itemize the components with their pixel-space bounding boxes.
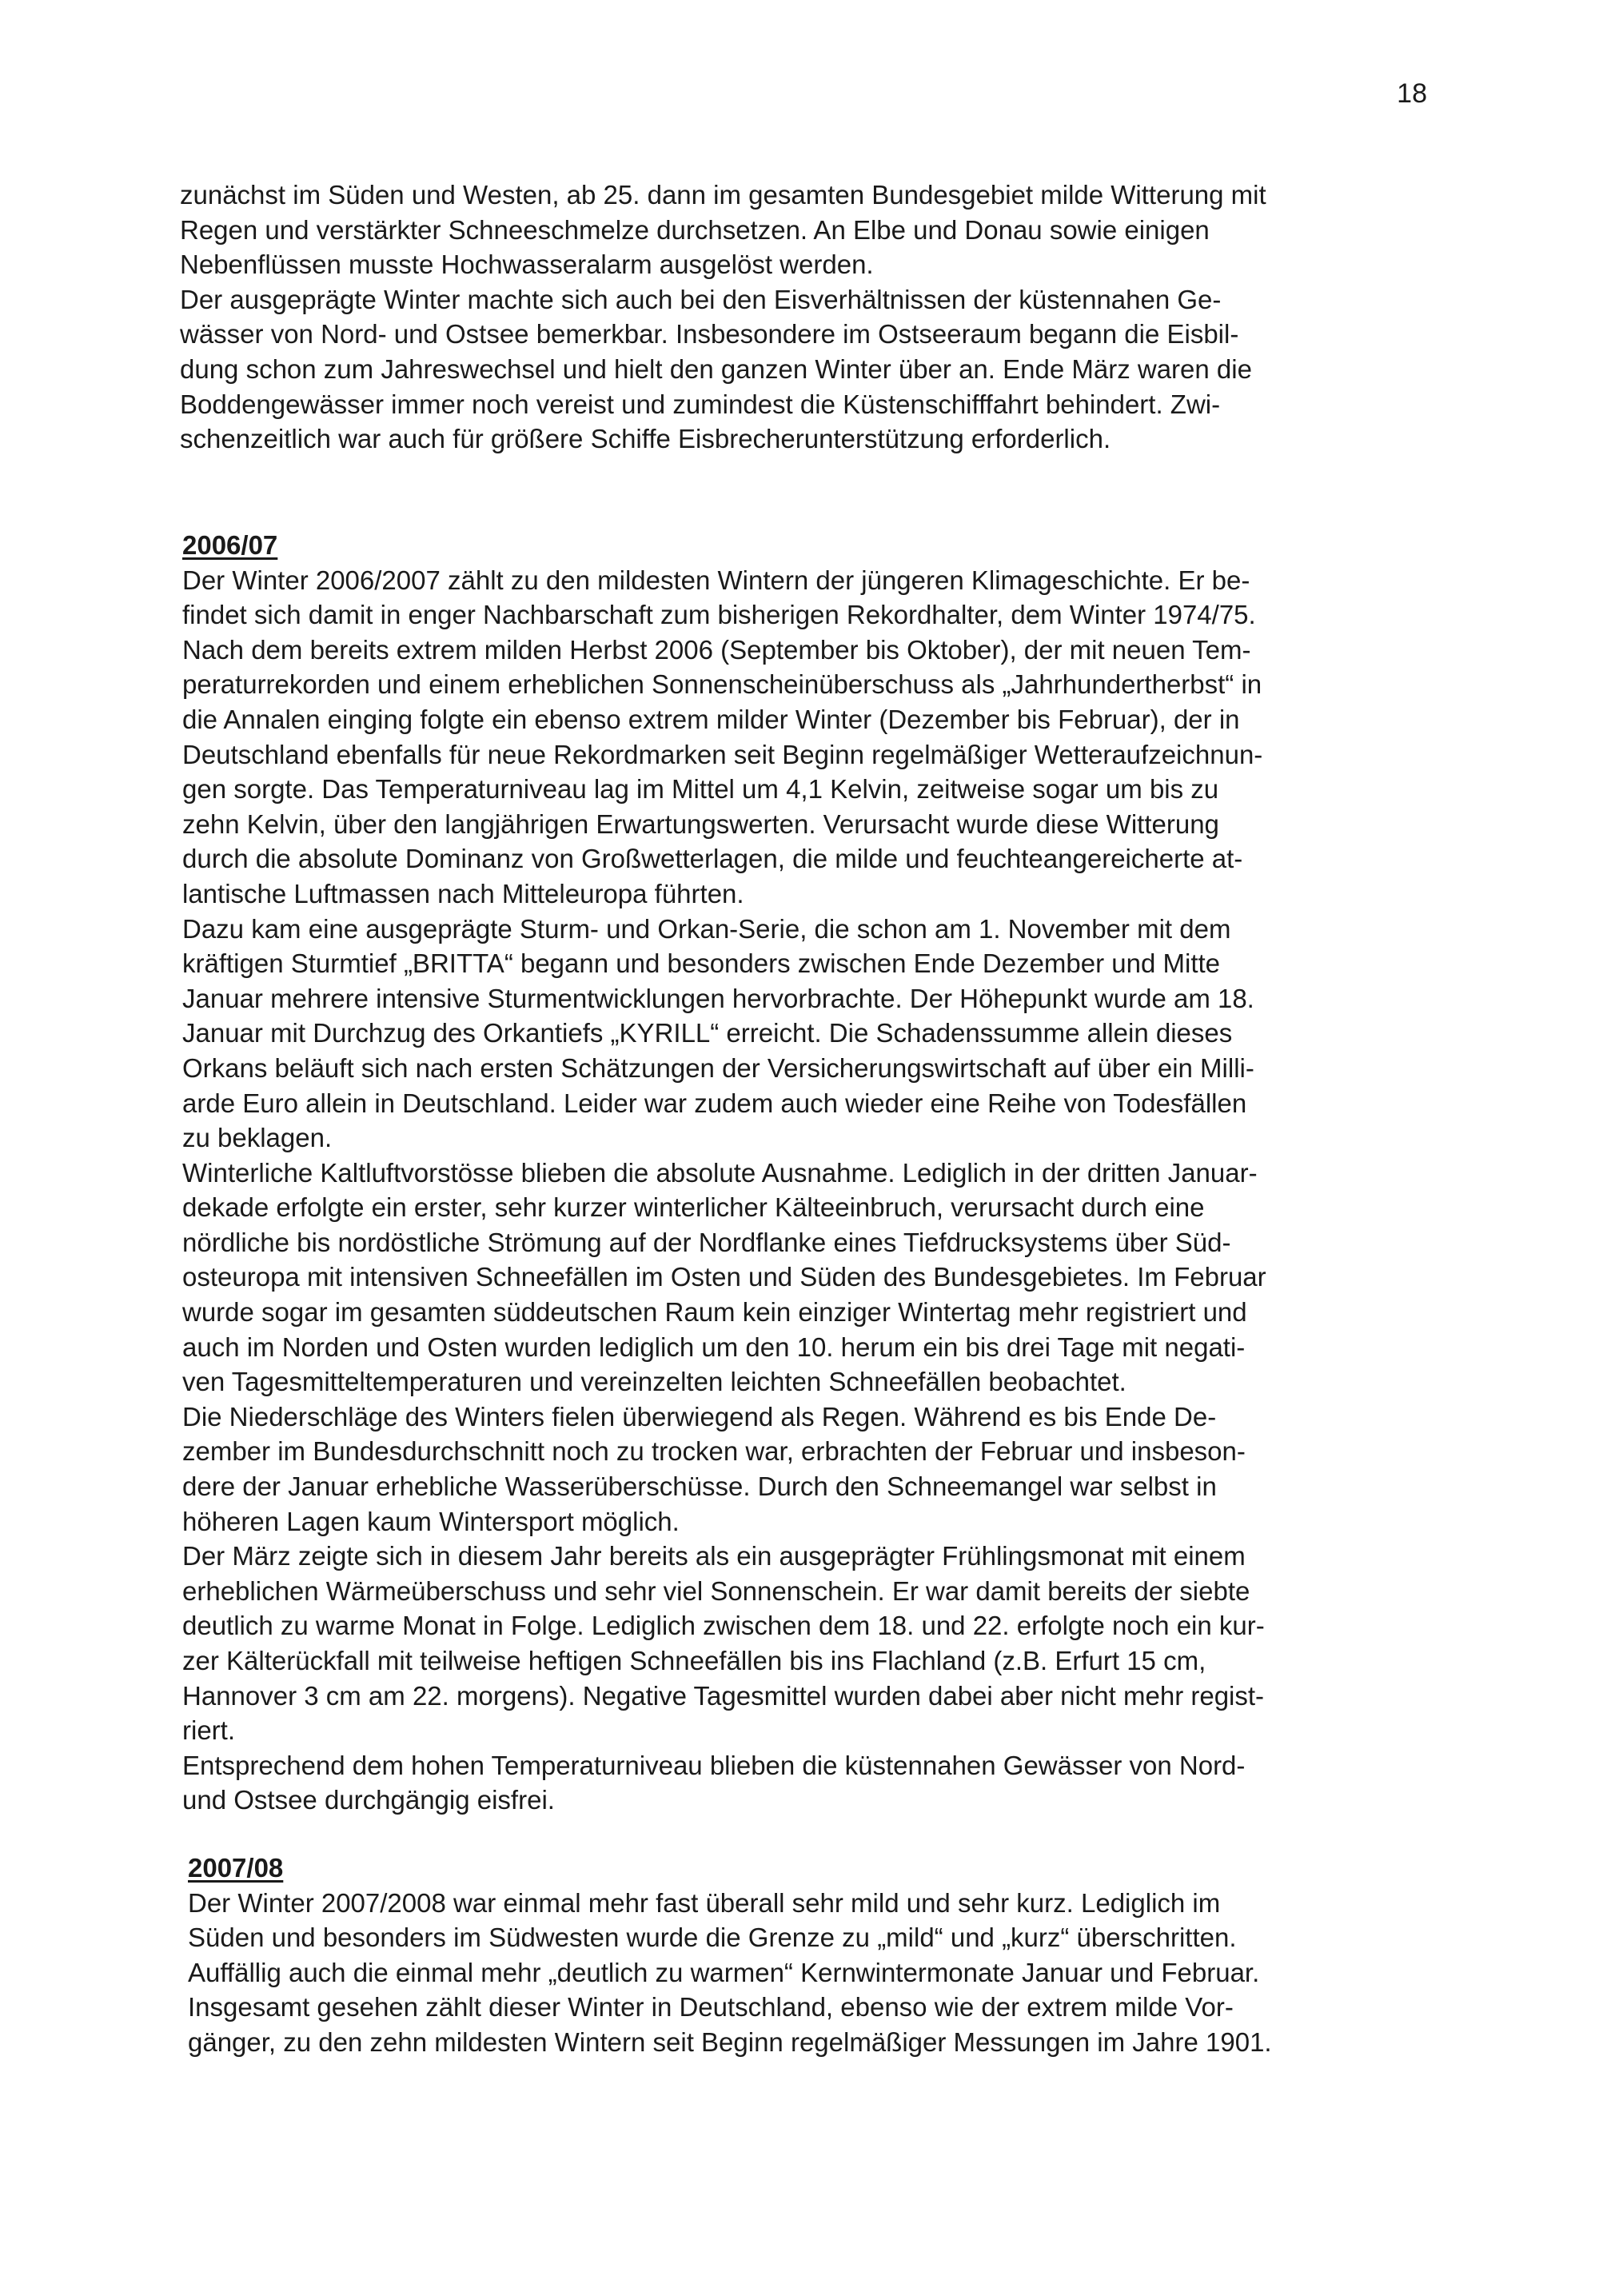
text-line: Januar mit Durchzug des Orkantiefs „KYRILL“ erreicht. Die Schadenssumme allein dieses [182, 1018, 1233, 1048]
text-line: Nebenflüssen musste Hochwasseralarm ausgelöst werden. [180, 250, 874, 280]
text-line: Der März zeigte sich in diesem Jahr bereits als ein ausgeprägter Frühlingsmonat mit einem [182, 1541, 1246, 1571]
text-line: ven Tagesmitteltemperaturen und vereinzelten leichten Schneefällen beobachtet. [182, 1367, 1126, 1397]
text-line: gänger, zu den zehn mildesten Wintern seit Beginn regelmäßiger Messungen im Jahre 1901. [188, 2026, 1272, 2057]
text-line: zehn Kelvin, über den langjährigen Erwartungswerten. Verursacht wurde diese Witterung [182, 809, 1219, 839]
text-line: wurde sogar im gesamten süddeutschen Raum kein einziger Wintertag mehr registriert und [182, 1297, 1247, 1328]
section-heading-2007-08: 2007/08 [188, 1853, 284, 1883]
page-number: 18 [1397, 78, 1427, 109]
text-line: gen sorgte. Das Temperaturniveau lag im Mittel um 4,1 Kelvin, zeitweise sogar um bis zu [182, 774, 1219, 805]
text-line: Insgesamt gesehen zählt dieser Winter in Deutschland, ebenso wie der extrem milde Vor- [188, 1992, 1234, 2022]
text-line: erheblichen Wärmeüberschuss und sehr viel Sonnenschein. Er war damit bereits der siebte [182, 1575, 1250, 1606]
text-line: Entsprechend dem hohen Temperaturniveau blieben die küstennahen Gewässer von Nord- [182, 1750, 1246, 1780]
text-line: zunächst im Süden und Westen, ab 25. dann im gesamten Bundesgebiet milde Witterung mit [180, 180, 1266, 210]
text-line: Deutschland ebenfalls für neue Rekordmarken seit Beginn regelmäßiger Wetteraufzeichnun- [182, 739, 1263, 769]
text-line: nördliche bis nordöstliche Strömung auf der Nordflanke eines Tiefdrucksystems über Süd- [182, 1227, 1231, 1257]
text-line: riert. [182, 1715, 235, 1746]
text-line: Orkans beläuft sich nach ersten Schätzungen der Versicherungswirtschaft auf über ein Milli- [182, 1052, 1254, 1083]
text-line: peraturrekorden und einem erheblichen Sonnenscheinüberschuss als „Jahrhundertherbst“ in [182, 669, 1262, 700]
text-line: Der ausgeprägte Winter machte sich auch bei den Eisverhältnissen der küstennahen Ge- [180, 284, 1222, 314]
text-line: Die Niederschläge des Winters fielen überwiegend als Regen. Während es bis Ende De- [182, 1401, 1217, 1432]
text-line: zu beklagen. [182, 1123, 333, 1153]
intro-paragraph [180, 178, 1443, 457]
text-line: auch im Norden und Osten wurden lediglich um den 10. herum ein bis drei Tage mit negati- [182, 1332, 1246, 1362]
text-line: durch die absolute Dominanz von Großwetterlagen, die milde und feuchteangereicherte at- [182, 844, 1243, 874]
text-line: dekade erfolgte ein erster, sehr kurzer winterlicher Kälteeinbruch, verursacht durch eine [182, 1192, 1205, 1223]
text-line: zember im Bundesdurchschnitt noch zu trocken war, erbrachten der Februar und insbeson- [182, 1436, 1246, 1467]
section-body-2006-07 [182, 563, 1445, 1818]
text-line: Der Winter 2006/2007 zählt zu den mildesten Wintern der jüngeren Klimageschichte. Er be- [182, 565, 1250, 595]
section-body-2007-08 [188, 1886, 1451, 2060]
text-line: lantische Luftmassen nach Mitteleuropa führten. [182, 878, 744, 908]
text-line: osteuropa mit intensiven Schneefällen im Osten und Süden des Bundesgebietes. Im Februar [182, 1262, 1266, 1292]
text-line: die Annalen einging folgte ein ebenso extrem milder Winter (Dezember bis Februar), der in [182, 704, 1240, 734]
text-line: zer Kälterückfall mit teilweise heftigen Schneefällen bis ins Flachland (z.B. Erfurt 15 cm, [182, 1646, 1206, 1675]
text-line: Januar mehrere intensive Sturmentwicklungen hervorbrachte. Der Höhepunkt wurde am 18. [182, 983, 1254, 1013]
text-line: Boddengewässer immer noch vereist und zumindest die Küstenschifffahrt behindert. Zwi- [180, 389, 1221, 419]
text-line: Der Winter 2007/2008 war einmal mehr fast überall sehr mild und sehr kurz. Lediglich im [188, 1887, 1221, 1918]
text-line: wässer von Nord- und Ostsee bemerkbar. Insbesondere im Ostseeraum begann die Eisbil- [180, 319, 1239, 349]
text-line: dung schon zum Jahreswechsel und hielt den ganzen Winter über an. Ende März waren die [180, 353, 1252, 384]
text-line: Winterliche Kaltluftvorstösse blieben die absolute Ausnahme. Lediglich in der dritten Januar- [182, 1157, 1258, 1188]
text-line: Auffällig auch die einmal mehr „deutlich zu warmen“ Kernwintermonate Januar und Februar. [188, 1957, 1260, 1987]
text-line: findet sich damit in enger Nachbarschaft zum bisherigen Rekordhalter, dem Winter 1974/75. [182, 600, 1256, 630]
text-line: Dazu kam eine ausgeprägte Sturm- und Orkan-Serie, die schon am 1. November mit dem [182, 913, 1231, 944]
text-line: Hannover 3 cm am 22. morgens). Negative Tagesmittel wurden dabei aber nicht mehr regist- [182, 1680, 1265, 1711]
text-line: schenzeitlich war auch für größere Schiffe Eisbrecherunterstützung erforderlich. [180, 424, 1111, 454]
text-line: arde Euro allein in Deutschland. Leider war zudem auch wieder eine Reihe von Todesfällen [182, 1088, 1247, 1118]
text-line: Nach dem bereits extrem milden Herbst 2006 (September bis Oktober), der mit neuen Tem- [182, 634, 1251, 665]
section-heading-2006-07: 2006/07 [182, 530, 278, 560]
text-line: Süden und besonders im Südwesten wurde die Grenze zu „mild“ und „kurz“ überschritten. [188, 1923, 1237, 1953]
text-line: dere der Januar erhebliche Wasserüberschüsse. Durch den Schneemangel war selbst in [182, 1471, 1217, 1502]
section-2007-08 [188, 1851, 1451, 2060]
text-line: und Ostsee durchgängig eisfrei. [182, 1785, 555, 1815]
text-line: Regen und verstärkter Schneeschmelze durchsetzen. An Elbe und Donau sowie einigen [180, 214, 1210, 245]
section-2006-07 [182, 528, 1445, 1818]
text-line: deutlich zu warme Monat in Folge. Lediglich zwischen dem 18. und 22. erfolgte noch ein kur- [182, 1611, 1265, 1641]
text-line: höheren Lagen kaum Wintersport möglich. [182, 1506, 680, 1536]
text-line: kräftigen Sturmtief „BRITTA“ begann und besonders zwischen Ende Dezember und Mitte [182, 948, 1221, 979]
